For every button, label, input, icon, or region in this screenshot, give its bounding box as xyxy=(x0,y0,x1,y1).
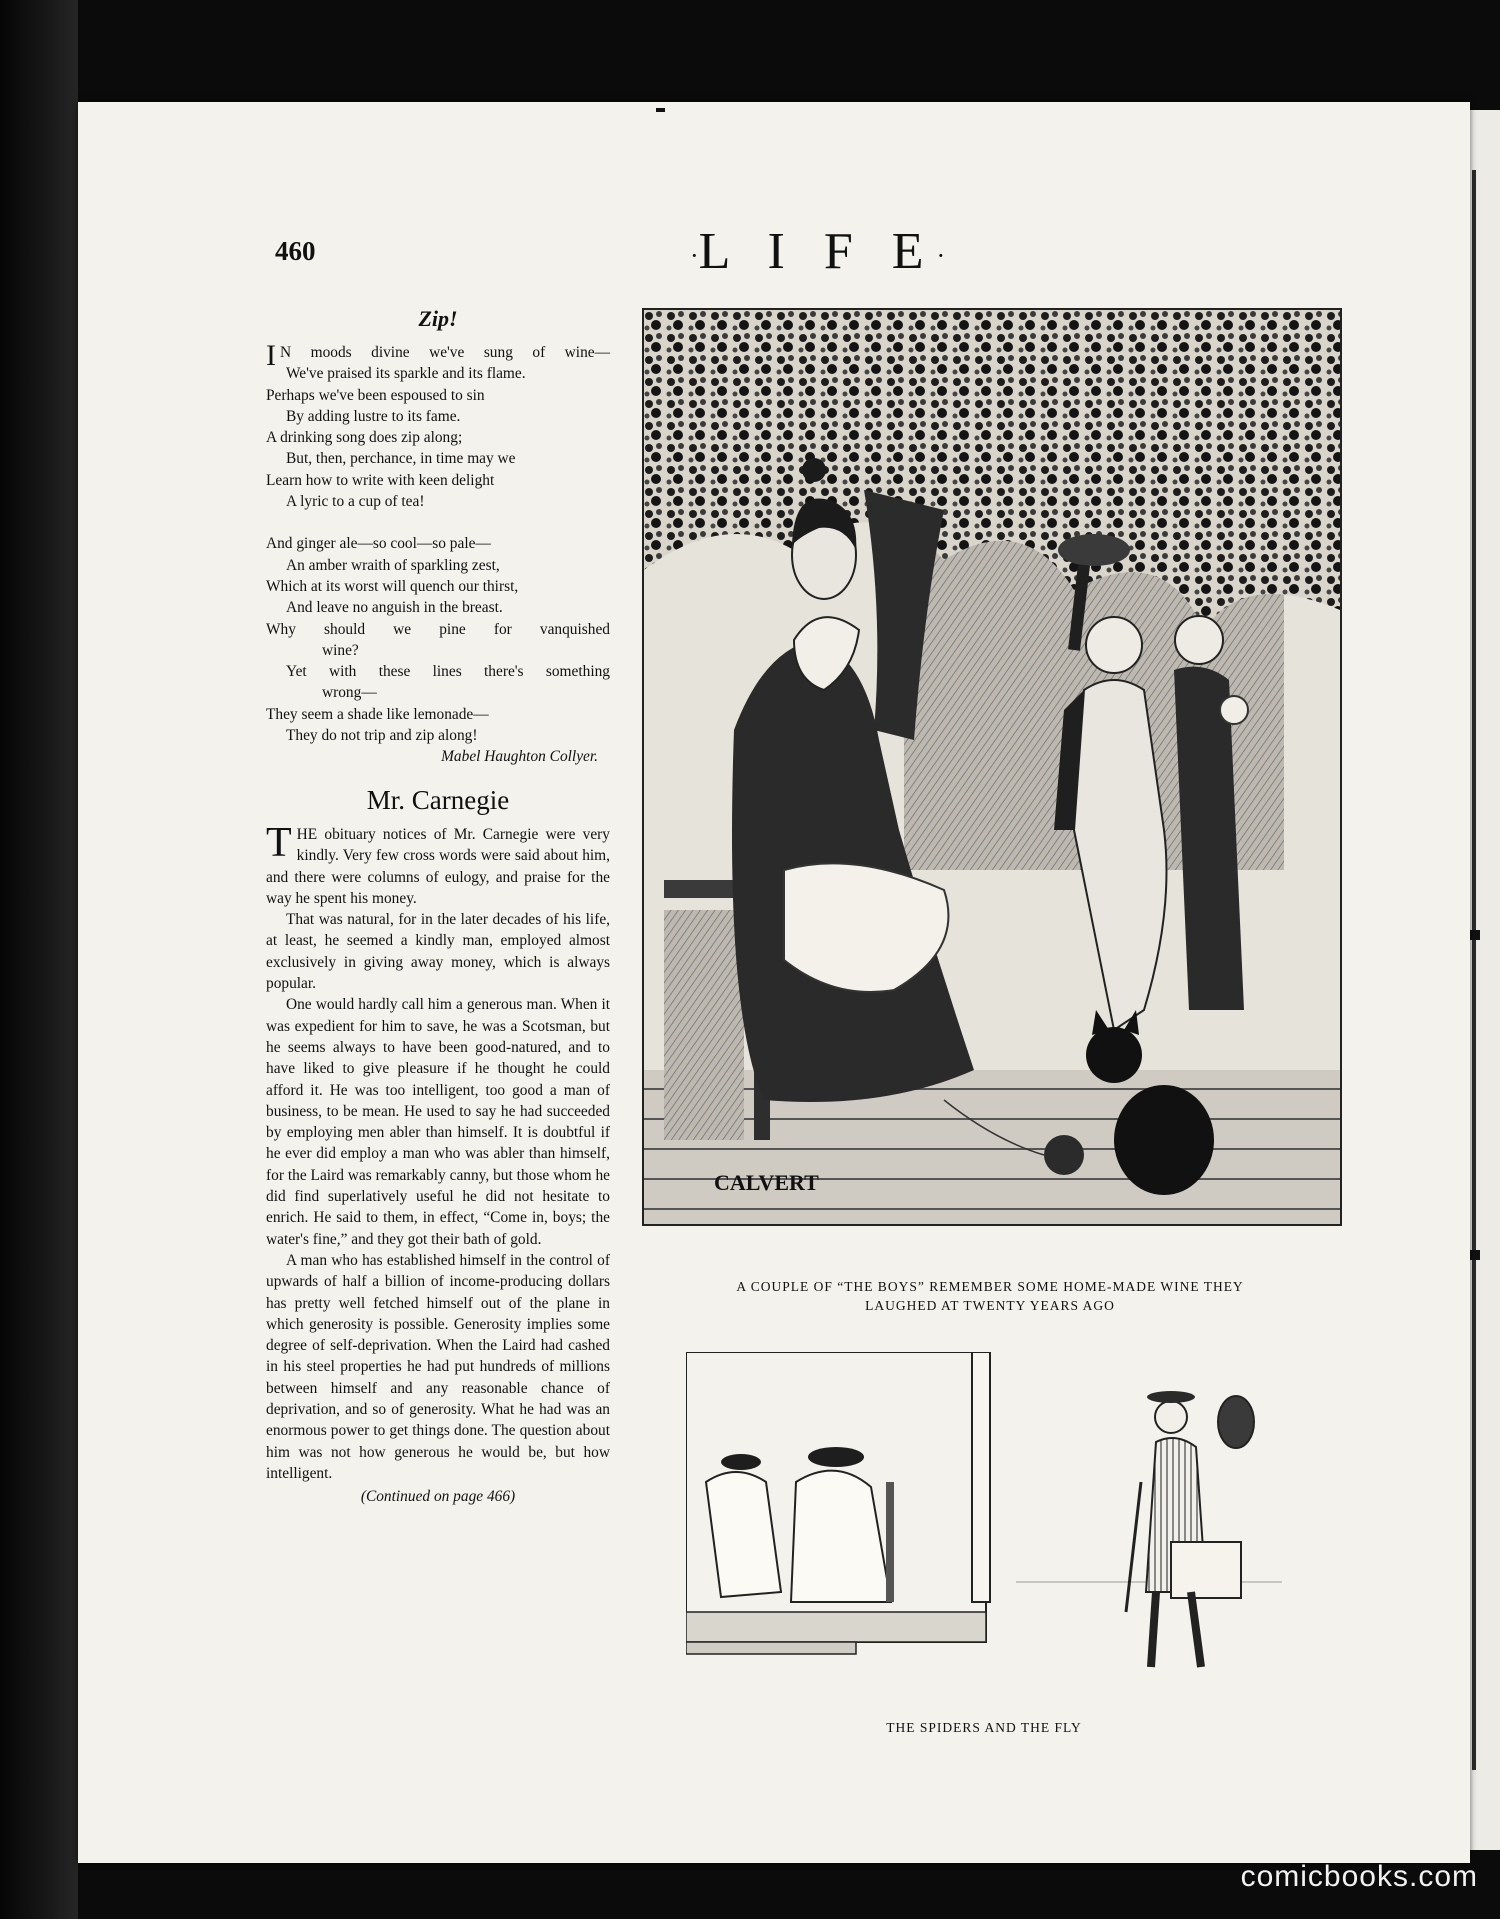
suitcase xyxy=(1171,1542,1241,1598)
stout-man-head xyxy=(1086,617,1142,673)
poem-line: Which at its worst will quench our thirst, xyxy=(266,577,519,595)
tennis-racket xyxy=(1218,1396,1254,1448)
wicker-chair xyxy=(664,910,744,1140)
article-title: Mr. Carnegie xyxy=(366,785,510,815)
article-paragraph: That was natural, for in the later decades of his life, at least, he seemed a kindly man, employed almost exclusively in giving away money, which is always popular. xyxy=(266,911,610,993)
porch-scene-illustration xyxy=(642,308,1342,1226)
veranda-scene-illustration xyxy=(686,1352,1282,1694)
scan-mark xyxy=(656,108,665,112)
poem-line: They do not trip and zip along! xyxy=(286,727,478,745)
artist-signature: CALVERT xyxy=(714,1170,819,1195)
poem-line: N moods divine we've sung of wine— xyxy=(280,344,610,361)
poem-title: Zip! xyxy=(418,306,458,331)
poem-line: wrong— xyxy=(322,684,377,702)
bottom-illustration-caption: THE SPIDERS AND THE FLY xyxy=(886,1720,1082,1735)
yarn-ball xyxy=(1044,1135,1084,1175)
hat-right xyxy=(808,1447,864,1467)
masthead-dot: · xyxy=(936,241,946,271)
poem-line: By adding lustre to its fame. xyxy=(286,407,461,425)
poem-line: Learn how to write with keen delight xyxy=(266,471,495,489)
poem-author: Mabel Haughton Collyer. xyxy=(441,748,598,766)
man-boater-hat xyxy=(1147,1391,1195,1403)
poem-line: And leave no anguish in the breast. xyxy=(286,599,503,617)
poem-line: And ginger ale—so cool—so pale— xyxy=(266,535,491,553)
thin-man-head xyxy=(1175,616,1223,664)
article-body xyxy=(266,820,610,1508)
watermark: comicbooks.com xyxy=(1240,1860,1478,1893)
veranda-floor xyxy=(686,1612,986,1642)
poem-line: They seem a shade like lemonade— xyxy=(266,705,489,723)
masthead-dot: · xyxy=(690,241,699,271)
black-cat-body xyxy=(1114,1085,1214,1195)
scan-left-shadow xyxy=(0,0,78,1919)
article-paragraph: THE obituary notices of Mr. Carnegie were very kindly. Very few cross words were said about him, and there were columns of eulogy, and praise for the way he spent his money. xyxy=(266,820,610,907)
article-drop-cap: T xyxy=(266,820,292,866)
poem-drop-cap: I xyxy=(266,339,276,372)
poem-line: But, then, perchance, in time may we xyxy=(286,450,516,468)
poem-line: Perhaps we've been espoused to sin xyxy=(266,386,485,404)
porch-floor xyxy=(644,1070,1340,1224)
hat-left xyxy=(721,1454,761,1470)
chair-back xyxy=(886,1482,894,1602)
black-cat-head xyxy=(1086,1027,1142,1083)
veranda-step xyxy=(686,1642,856,1654)
poem xyxy=(266,339,610,768)
poem-line: A lyric to a cup of tea! xyxy=(286,493,425,511)
porch-scene-drawing xyxy=(644,310,1340,1224)
masthead xyxy=(690,222,945,281)
poem-line: wine? xyxy=(322,641,359,659)
flower-bouquet xyxy=(1220,696,1248,724)
hair-bun xyxy=(802,458,826,482)
poem-line: Why should we pine for vanquished xyxy=(266,620,610,638)
veranda-column xyxy=(972,1352,990,1602)
man-head xyxy=(1155,1401,1187,1433)
article-paragraph: A man who has established himself in the control of upwards of half a billion of income-producing dollars has pretty well fetched himself out of the plane in which generosity is possible. Generosity implies some degree of self-deprivation. When the Laird had cashed in his steel properties he had put hundreds of millions between himself and any reasonable chance of deprivation, and so of generosity. What he had was an enormous power to get things done. The question about him was not how generous he would be, but how intelligent. xyxy=(266,1251,610,1482)
masthead-title: L I F E xyxy=(698,223,937,280)
poem-line: Yet with these lines there's something xyxy=(286,663,610,681)
top-illustration-caption: A COUPLE OF “THE BOYS” REMEMBER SOME HOME-MADE WINE THEY LAUGHED AT TWENTY YEARS AGO xyxy=(736,1279,1244,1313)
poem-line: An amber wraith of sparkling zest, xyxy=(286,556,500,574)
raised-hat xyxy=(1058,534,1130,566)
veranda-scene-drawing xyxy=(686,1352,1282,1694)
adjacent-page-rule xyxy=(1472,170,1476,1770)
page-number: 460 xyxy=(275,236,316,266)
poem-line: A drinking song does zip along; xyxy=(266,429,463,447)
article-paragraph: One would hardly call him a generous man. When it was expedient for him to save, he was a Scotsman, but he seems always to have been good-natured, and to have liked to give pleasure if he thought he could afford it. He was too intelligent, too good a man of business, to be mean. He used to say he had succeeded by employing men abler than himself. It is doubtful if he ever did employ a man who was abler than himself, for the Laird was remarkably canny, but those whom he did find superlatively useful he did not hesitate to enrich. He said to them, in effect, “Come in, boys; the water's fine,” and they got their bath of gold. xyxy=(266,996,610,1248)
poem-line: We've praised its sparkle and its flame. xyxy=(286,365,526,383)
continued-note: (Continued on page 466) xyxy=(360,1488,516,1506)
